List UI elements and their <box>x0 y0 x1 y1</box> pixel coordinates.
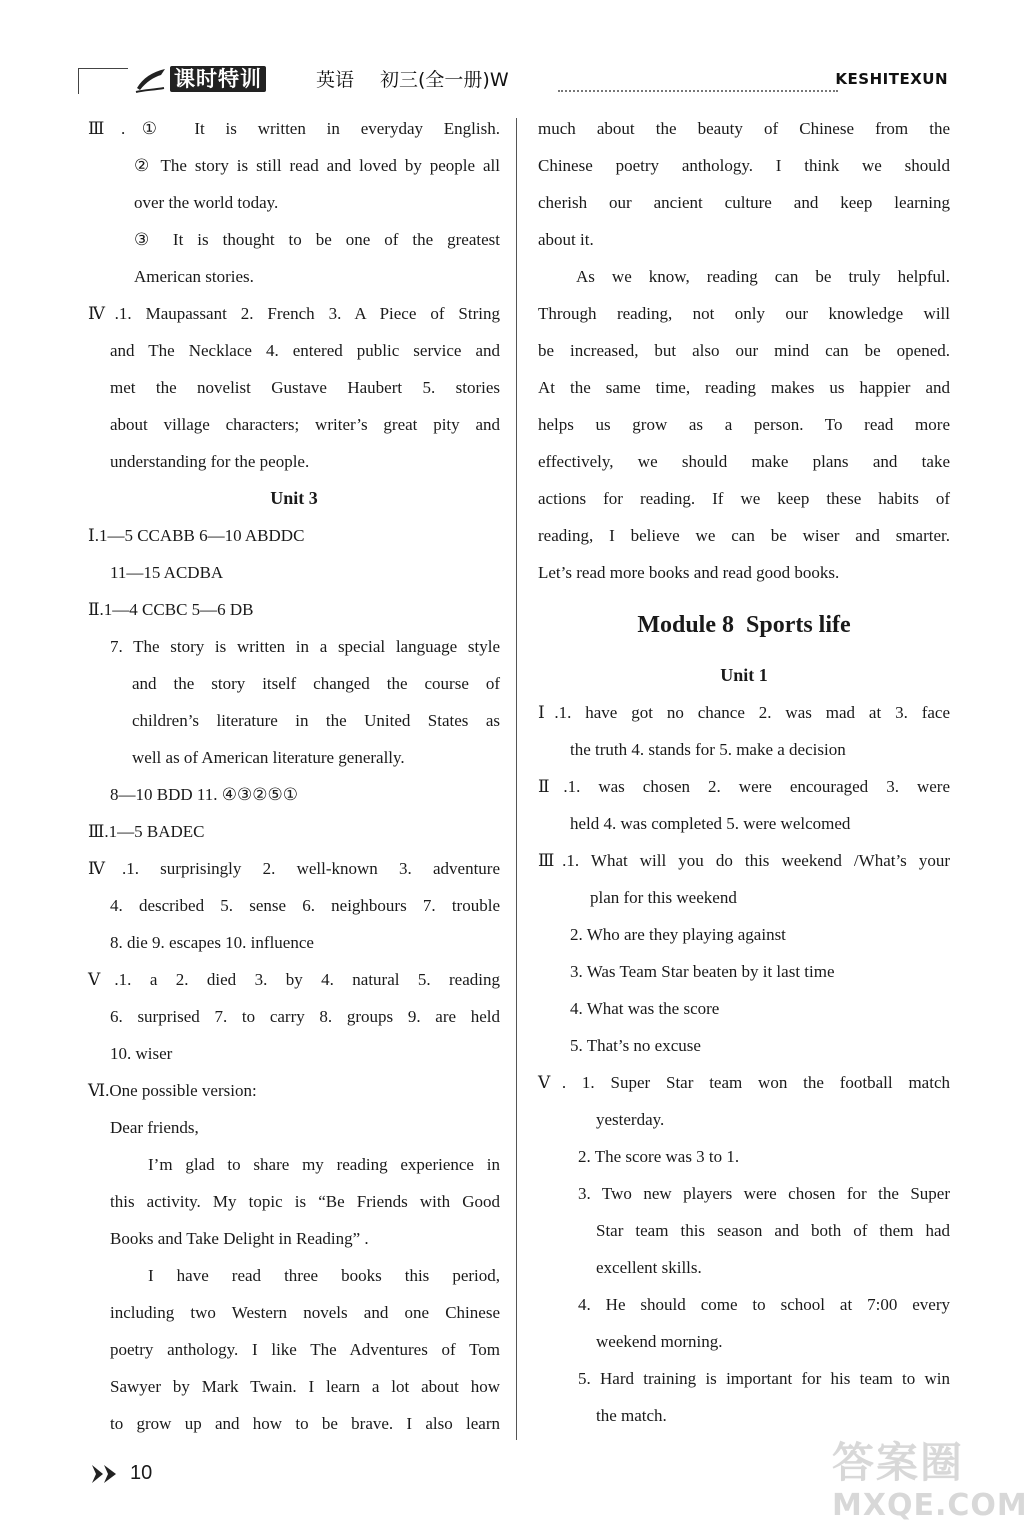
answer-line: Sawyer by Mark Twain. I learn a lot about how <box>110 1377 500 1396</box>
unit3-section-iii <box>88 813 500 850</box>
answer-line: 5. Hard training is important for his team to win <box>578 1369 950 1388</box>
answer-line: much about the beauty of Chinese from the <box>538 119 950 138</box>
unit-1-title: Unit 1 <box>720 665 768 685</box>
unit3-section-v <box>88 961 500 1072</box>
module8-section-iii <box>538 842 950 1064</box>
module-8-title: Module 8 Sports life <box>637 612 851 638</box>
answer-line: Ⅰ.1. have got no chance 2. was mad at 3. face <box>538 703 950 722</box>
module8-section-ii <box>538 768 950 842</box>
answer-line: well as of American literature generally. <box>132 748 405 767</box>
brand-name: KESHITEXUN <box>835 70 948 88</box>
answer-line: Ⅱ.1—4 CCBC 5—6 DB <box>88 600 254 619</box>
answer-line: 2. The score was 3 to 1. <box>578 1147 740 1166</box>
answer-line: weekend morning. <box>596 1332 723 1351</box>
double-arrow-icon <box>90 1463 120 1485</box>
answer-line: 3. Was Team Star beaten by it last time <box>570 962 835 981</box>
answer-line: 10. wiser <box>110 1044 173 1063</box>
answer-line: Ⅵ.One possible version: <box>88 1081 257 1100</box>
answer-line: yesterday. <box>596 1110 665 1129</box>
answer-line: including two Western novels and one Chinese <box>110 1303 500 1322</box>
answer-line: Chinese poetry anthology. I think we should <box>538 156 950 175</box>
site-watermark <box>832 1438 1028 1530</box>
essay-continuation <box>538 110 950 591</box>
answer-line: 2. Who are they playing against <box>570 925 786 944</box>
answer-line: excellent skills. <box>596 1258 702 1277</box>
answer-line: 6. surprised 7. to carry 8. groups 9. are held <box>110 1007 500 1026</box>
answer-line: 8—10 BDD 11. ④③②⑤① <box>110 785 298 804</box>
answer-line: over the world today. <box>134 193 279 212</box>
left-column <box>88 110 500 1442</box>
answer-line: Ⅴ. 1. Super Star team won the football match <box>538 1073 950 1092</box>
answer-line: be increased, but also our mind can be opened. <box>538 341 950 360</box>
module8-section-v <box>538 1064 950 1434</box>
answer-line: Books and Take Delight in Reading” . <box>110 1229 369 1248</box>
answer-line: this activity. My topic is “Be Friends with Good <box>110 1192 500 1211</box>
answer-line: ③ It is thought to be one of the greatest <box>134 230 500 249</box>
series-logo: 课时特训 <box>170 66 266 92</box>
section-iii-answers <box>88 110 500 295</box>
answer-line: Ⅴ.1. a 2. died 3. by 4. natural 5. reading <box>88 970 500 989</box>
answer-line: Ⅲ.1. What will you do this weekend /What’s your <box>538 851 950 870</box>
answer-line: American stories. <box>134 267 254 286</box>
answer-line: helps us grow as a person. To read more <box>538 415 950 434</box>
answer-line: I have read three books this period, <box>148 1266 500 1285</box>
subject-label: 英语 <box>316 69 355 91</box>
answer-line: effectively, we should make plans and take <box>538 452 950 471</box>
page-number: 10 <box>130 1462 153 1484</box>
unit3-section-ii <box>88 591 500 813</box>
answer-line: the truth 4. stands for 5. make a decision <box>570 740 846 759</box>
watermark-bottom-text: MXQE.COM <box>832 1488 1028 1523</box>
answer-line: As we know, reading can be truly helpful. <box>576 267 950 286</box>
answer-line: Ⅲ.① It is written in everyday English. <box>88 119 500 138</box>
answer-line: and The Necklace 4. entered public service and <box>110 341 500 360</box>
answer-line: about it. <box>538 230 594 249</box>
answer-line: met the novelist Gustave Haubert 5. stories <box>110 378 500 397</box>
answer-line: and the story itself changed the course of <box>132 674 500 693</box>
answer-line: 4. described 5. sense 6. neighbours 7. trouble <box>110 896 500 915</box>
header-corner-frame <box>78 68 128 94</box>
unit3-section-vi-essay <box>88 1072 500 1442</box>
answer-line: Ⅳ.1. surprisingly 2. well-known 3. adventure <box>88 859 500 878</box>
module8-section-i <box>538 694 950 768</box>
unit3-section-i <box>88 517 500 591</box>
answer-line: ② The story is still read and loved by people all <box>134 156 500 175</box>
answer-line: about village characters; writer’s great pity and <box>110 415 500 434</box>
answer-line: 4. He should come to school at 7:00 every <box>578 1295 950 1314</box>
answer-line: 5. That’s no excuse <box>570 1036 701 1055</box>
unit3-section-iv <box>88 850 500 961</box>
page-footer <box>90 1462 152 1492</box>
answer-line: 7. The story is written in a special language style <box>110 637 500 656</box>
answer-line: At the same time, reading makes us happier and <box>538 378 950 397</box>
right-column <box>538 110 950 1434</box>
answer-line: 4. What was the score <box>570 999 720 1018</box>
answer-line: cherish our ancient culture and keep learning <box>538 193 950 212</box>
answer-line: the match. <box>596 1406 667 1425</box>
answer-line: understanding for the people. <box>110 452 310 471</box>
answer-line: 8. die 9. escapes 10. influence <box>110 933 314 952</box>
answer-line: children’s literature in the United States as <box>132 711 500 730</box>
answer-line: Ⅳ.1. Maupassant 2. French 3. A Piece of String <box>88 304 500 323</box>
page-header <box>78 60 948 100</box>
answer-line: Ⅲ.1—5 BADEC <box>88 822 205 841</box>
pen-icon <box>134 66 168 94</box>
section-iv-answers <box>88 295 500 480</box>
header-dotted-rule <box>558 90 838 92</box>
answer-line: Ⅰ.1—5 CCABB 6—10 ABDDC <box>88 526 305 545</box>
answer-line: actions for reading. If we keep these habits of <box>538 489 950 508</box>
answer-line: Let’s read more books and read good books. <box>538 563 840 582</box>
grade-label: 初三(全一册)W <box>380 69 509 91</box>
answer-line: held 4. was completed 5. were welcomed <box>570 814 851 833</box>
answer-line: I’m glad to share my reading experience in <box>148 1155 500 1174</box>
column-divider <box>516 118 517 1440</box>
answer-line: Through reading, not only our knowledge will <box>538 304 950 323</box>
watermark-top-text: 答案圈 <box>832 1438 965 1487</box>
answer-line: 3. Two new players were chosen for the Super <box>578 1184 950 1203</box>
answer-line: poetry anthology. I like The Adventures of Tom <box>110 1340 500 1359</box>
answer-line: Ⅱ.1. was chosen 2. were encouraged 3. were <box>538 777 950 796</box>
unit-3-title: Unit 3 <box>270 488 318 508</box>
answer-line: Dear friends, <box>110 1118 199 1137</box>
answer-line: plan for this weekend <box>590 888 737 907</box>
answer-line: 11—15 ACDBA <box>110 563 224 582</box>
answer-line: reading, I believe we can be wiser and smarter. <box>538 526 950 545</box>
answer-line: to grow up and how to be brave. I also learn <box>110 1414 500 1433</box>
answer-line: Star team this season and both of them had <box>596 1221 950 1240</box>
